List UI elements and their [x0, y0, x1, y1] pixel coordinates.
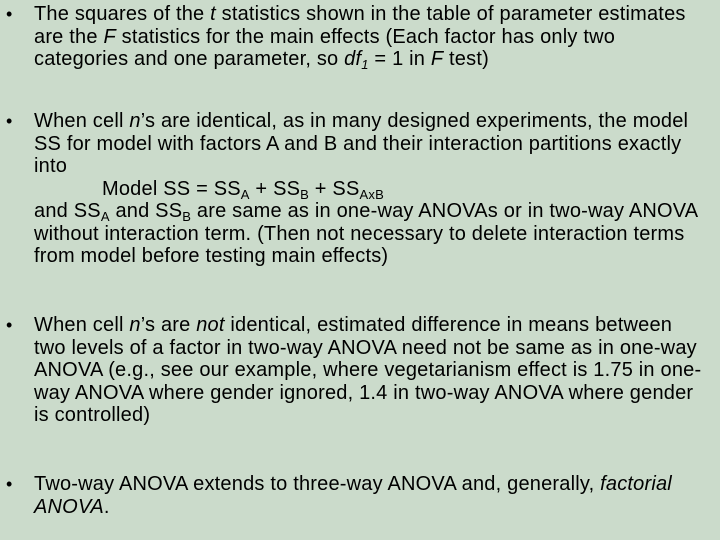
bullet-dot-icon: • [6, 111, 13, 131]
bullet-dot-icon: • [6, 315, 13, 335]
bullet-item-f-statistics [6, 3, 706, 71]
bullet-dot-icon: • [6, 4, 13, 24]
bullet-item-non-identical-n [6, 314, 706, 427]
text-run-italic: df [344, 48, 362, 70]
text-run-italic: factorial ANOVA [34, 473, 672, 518]
text-run-italic: not [196, 314, 225, 336]
text-run: identical, estimated difference in means between two levels of a factor in two-way ANOVA need not be same as in one-way ANOVA (e.g., see our example, where vegetarianism effect is 1.75 in one-way ANOVA where gender ignored, 1.4 in two-way ANOVA where gender is controlled) [34, 314, 702, 426]
text-run-italic: t [210, 3, 216, 25]
text-run: The squares of the [34, 3, 211, 25]
text-run-italic: F [430, 48, 444, 70]
text-run-italic: n [129, 110, 141, 132]
model-ss-equation: Model SS = $SS_A + SS_B + SS_{AxB}$ [102, 177, 384, 202]
text-run: statistics for the main effects (Each factor has only two categories and one parameter, so [34, 25, 616, 70]
text-run: When cell [34, 110, 130, 132]
bullet-item-identical-n [6, 110, 706, 268]
text-run: are same as in one-way ANOVAs or in two-way ANOVA without interaction term. (Then not necessary to delete interaction terms from model before testing main effects) [34, 200, 698, 267]
text-run: ’s are [140, 314, 197, 336]
bullet-text [34, 110, 706, 268]
text-run: and SS [34, 200, 101, 222]
bullet-dot-icon: • [6, 474, 13, 494]
text-run: statistics shown in the table of parameter estimates are the [34, 3, 686, 48]
bullet-text [34, 3, 706, 71]
text-run: ’s are identical, as in many designed experiments, the model SS for model with factors A and B and their interaction partitions exactly into [34, 110, 689, 177]
bullet-item-factorial-anova [6, 473, 706, 518]
text-run: When cell [34, 314, 130, 336]
bullet-text [34, 473, 706, 518]
text-run: and SS [109, 200, 183, 222]
text-run: = 1 in [368, 48, 431, 70]
bullet-text [34, 314, 706, 427]
subscript: A [100, 209, 110, 224]
text-run: . [103, 495, 110, 518]
text-run: Two-way ANOVA extends to three-way ANOVA and, generally, [34, 473, 601, 495]
text-run-italic: F [103, 25, 116, 48]
text-run: test) [443, 48, 489, 70]
subscript: 1 [361, 57, 369, 72]
text-run-italic: n [129, 314, 141, 336]
subscript: B [182, 209, 192, 224]
